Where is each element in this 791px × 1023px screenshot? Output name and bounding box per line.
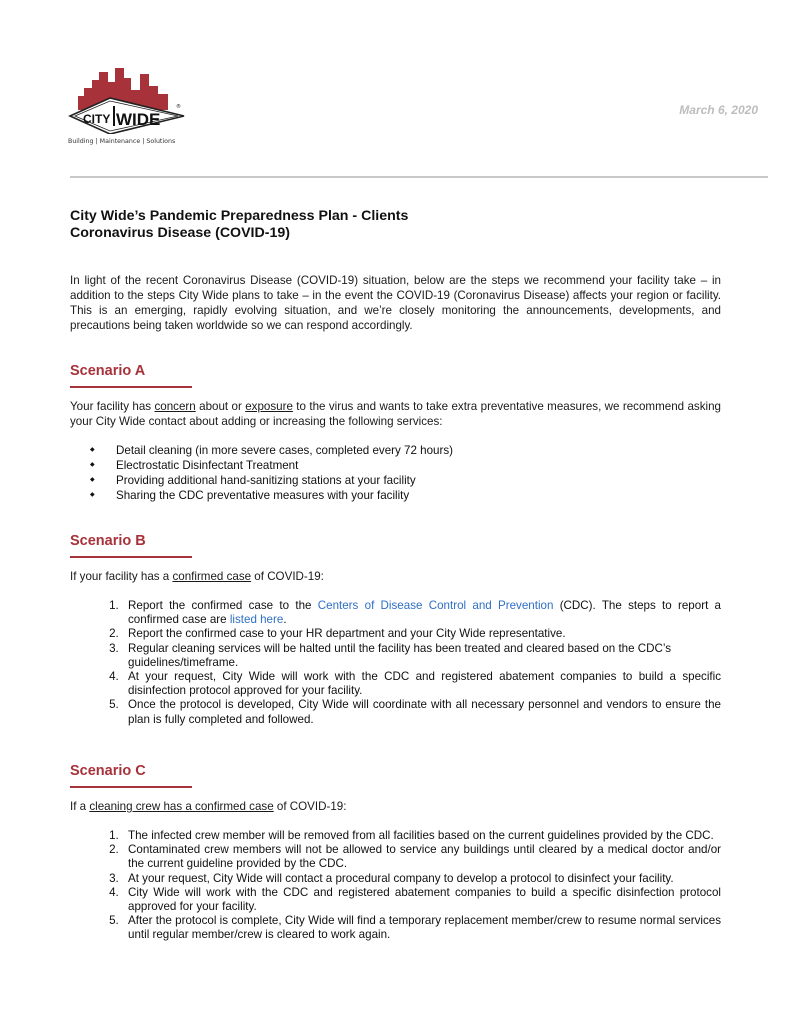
heading-underline [70,556,192,558]
scenario-b [70,533,721,727]
document-date: March 6, 2020 [679,103,758,117]
lead-emphasis: cleaning crew has a confirmed case [89,800,274,813]
list-item: 1. The infected crew member will be removed from all facilities based on the current guidelines provided by the CDC. [122,829,721,843]
city-wide-logo-graphic [68,66,190,134]
lead-emphasis-concern: concern [154,400,196,413]
list-item: 3. Regular cleaning services will be halted until the facility has been treated and cleared based on the CDC’s guidelines/timeframe. [122,642,721,670]
city-wide-logo [68,66,190,150]
list-item: 2. Report the confirmed case to your HR department and your City Wide representative. [122,627,721,641]
list-item: 4. At your request, City Wide will work with the CDC and registered abatement companies to build a specific disinfection protocol approved for your facility. [122,670,721,698]
document-title [70,208,408,242]
lead-emphasis: confirmed case [172,570,252,583]
scenario-c-lead [70,799,721,814]
confirmed-case-steps [70,599,721,727]
list-item: ◆ Providing additional hand-sanitizing stations at your facility [90,473,721,488]
step-text: Report the confirmed case to the [128,599,318,612]
lead-text: If a [70,800,90,813]
heading-underline [70,386,192,388]
list-item: 2. Contaminated crew members will not be allowed to service any buildings until cleared by a medical doctor and/or the current guideline provided by the CDC. [122,843,721,871]
scenario-b-lead [70,569,721,584]
title-line-2: Coronavirus Disease (COVID-19) [70,225,290,241]
scenario-c-heading: Scenario C [70,763,146,779]
header-divider [70,176,768,178]
logo-brand-left: CITY [83,112,111,126]
logo-tagline: Building | Maintenance | Solutions [68,138,176,145]
crew-case-steps [70,829,721,943]
lead-text: Your facility has [70,400,155,413]
listed-here-link[interactable]: listed here [229,613,284,627]
scenario-c [70,763,721,943]
list-item: ◆ Electrostatic Disinfectant Treatment [90,458,721,473]
list-item: 4. City Wide will work with the CDC and registered abatement companies to build a specific disinfection protocol approved for your facility. [122,886,721,914]
scenario-a [70,363,721,503]
heading-underline [70,786,192,788]
list-item: ◆ Detail cleaning (in more severe cases, completed every 72 hours) [90,443,721,458]
list-item: ◆ Sharing the CDC preventative measures with your facility [90,488,721,503]
scenario-a-heading: Scenario A [70,363,146,379]
list-item [122,599,721,627]
step-text: (CDC). The steps to report a confirmed case are [128,599,722,627]
logo-brand-right: WIDE [116,110,161,129]
list-item: 5. After the protocol is complete, City Wide will find a temporary replacement member/crew to resume normal services until regular member/crew is cleared to work again. [122,914,721,942]
lead-text: If your facility has a [70,570,173,583]
lead-text: of COVID-19: [251,570,324,583]
lead-emphasis-exposure: exposure [245,400,293,413]
list-item: 3. At your request, City Wide will contact a procedural company to develop a protocol to disinfect your facility. [122,872,721,886]
lead-text: about or [195,400,246,413]
scenario-b-heading: Scenario B [70,533,146,549]
title-line-1: City Wide’s Pandemic Preparedness Plan - Clients [70,208,409,224]
lead-text: of COVID-19: [273,800,347,813]
list-item: 5. Once the protocol is developed, City Wide will coordinate with all necessary personnel and vendors to ensure the plan is fully completed and followed. [122,698,721,726]
cdc-link[interactable]: Centers of Disease Control and Prevention [317,599,554,612]
step-text: . [283,613,287,627]
intro-paragraph: In light of the recent Coronavirus Disease (COVID-19) situation, below are the steps we recommend your facility take – in addition to the steps City Wide plans to take – in the event the COVID-19 (Coronavirus Disease) affects your region or facility. This is an emerging, rapidly evolving situation, and we’re closely monitoring the announcements, developments, and precautions being taken worldwide so we can respond accordingly. [70,274,721,332]
services-list [70,443,721,503]
lead-text: to the virus and wants to take extra preventative measures, we recommend asking your City Wide contact about adding or increasing the following services: [70,400,721,428]
registered-mark: ® [176,104,181,110]
scenario-a-lead [70,399,721,429]
